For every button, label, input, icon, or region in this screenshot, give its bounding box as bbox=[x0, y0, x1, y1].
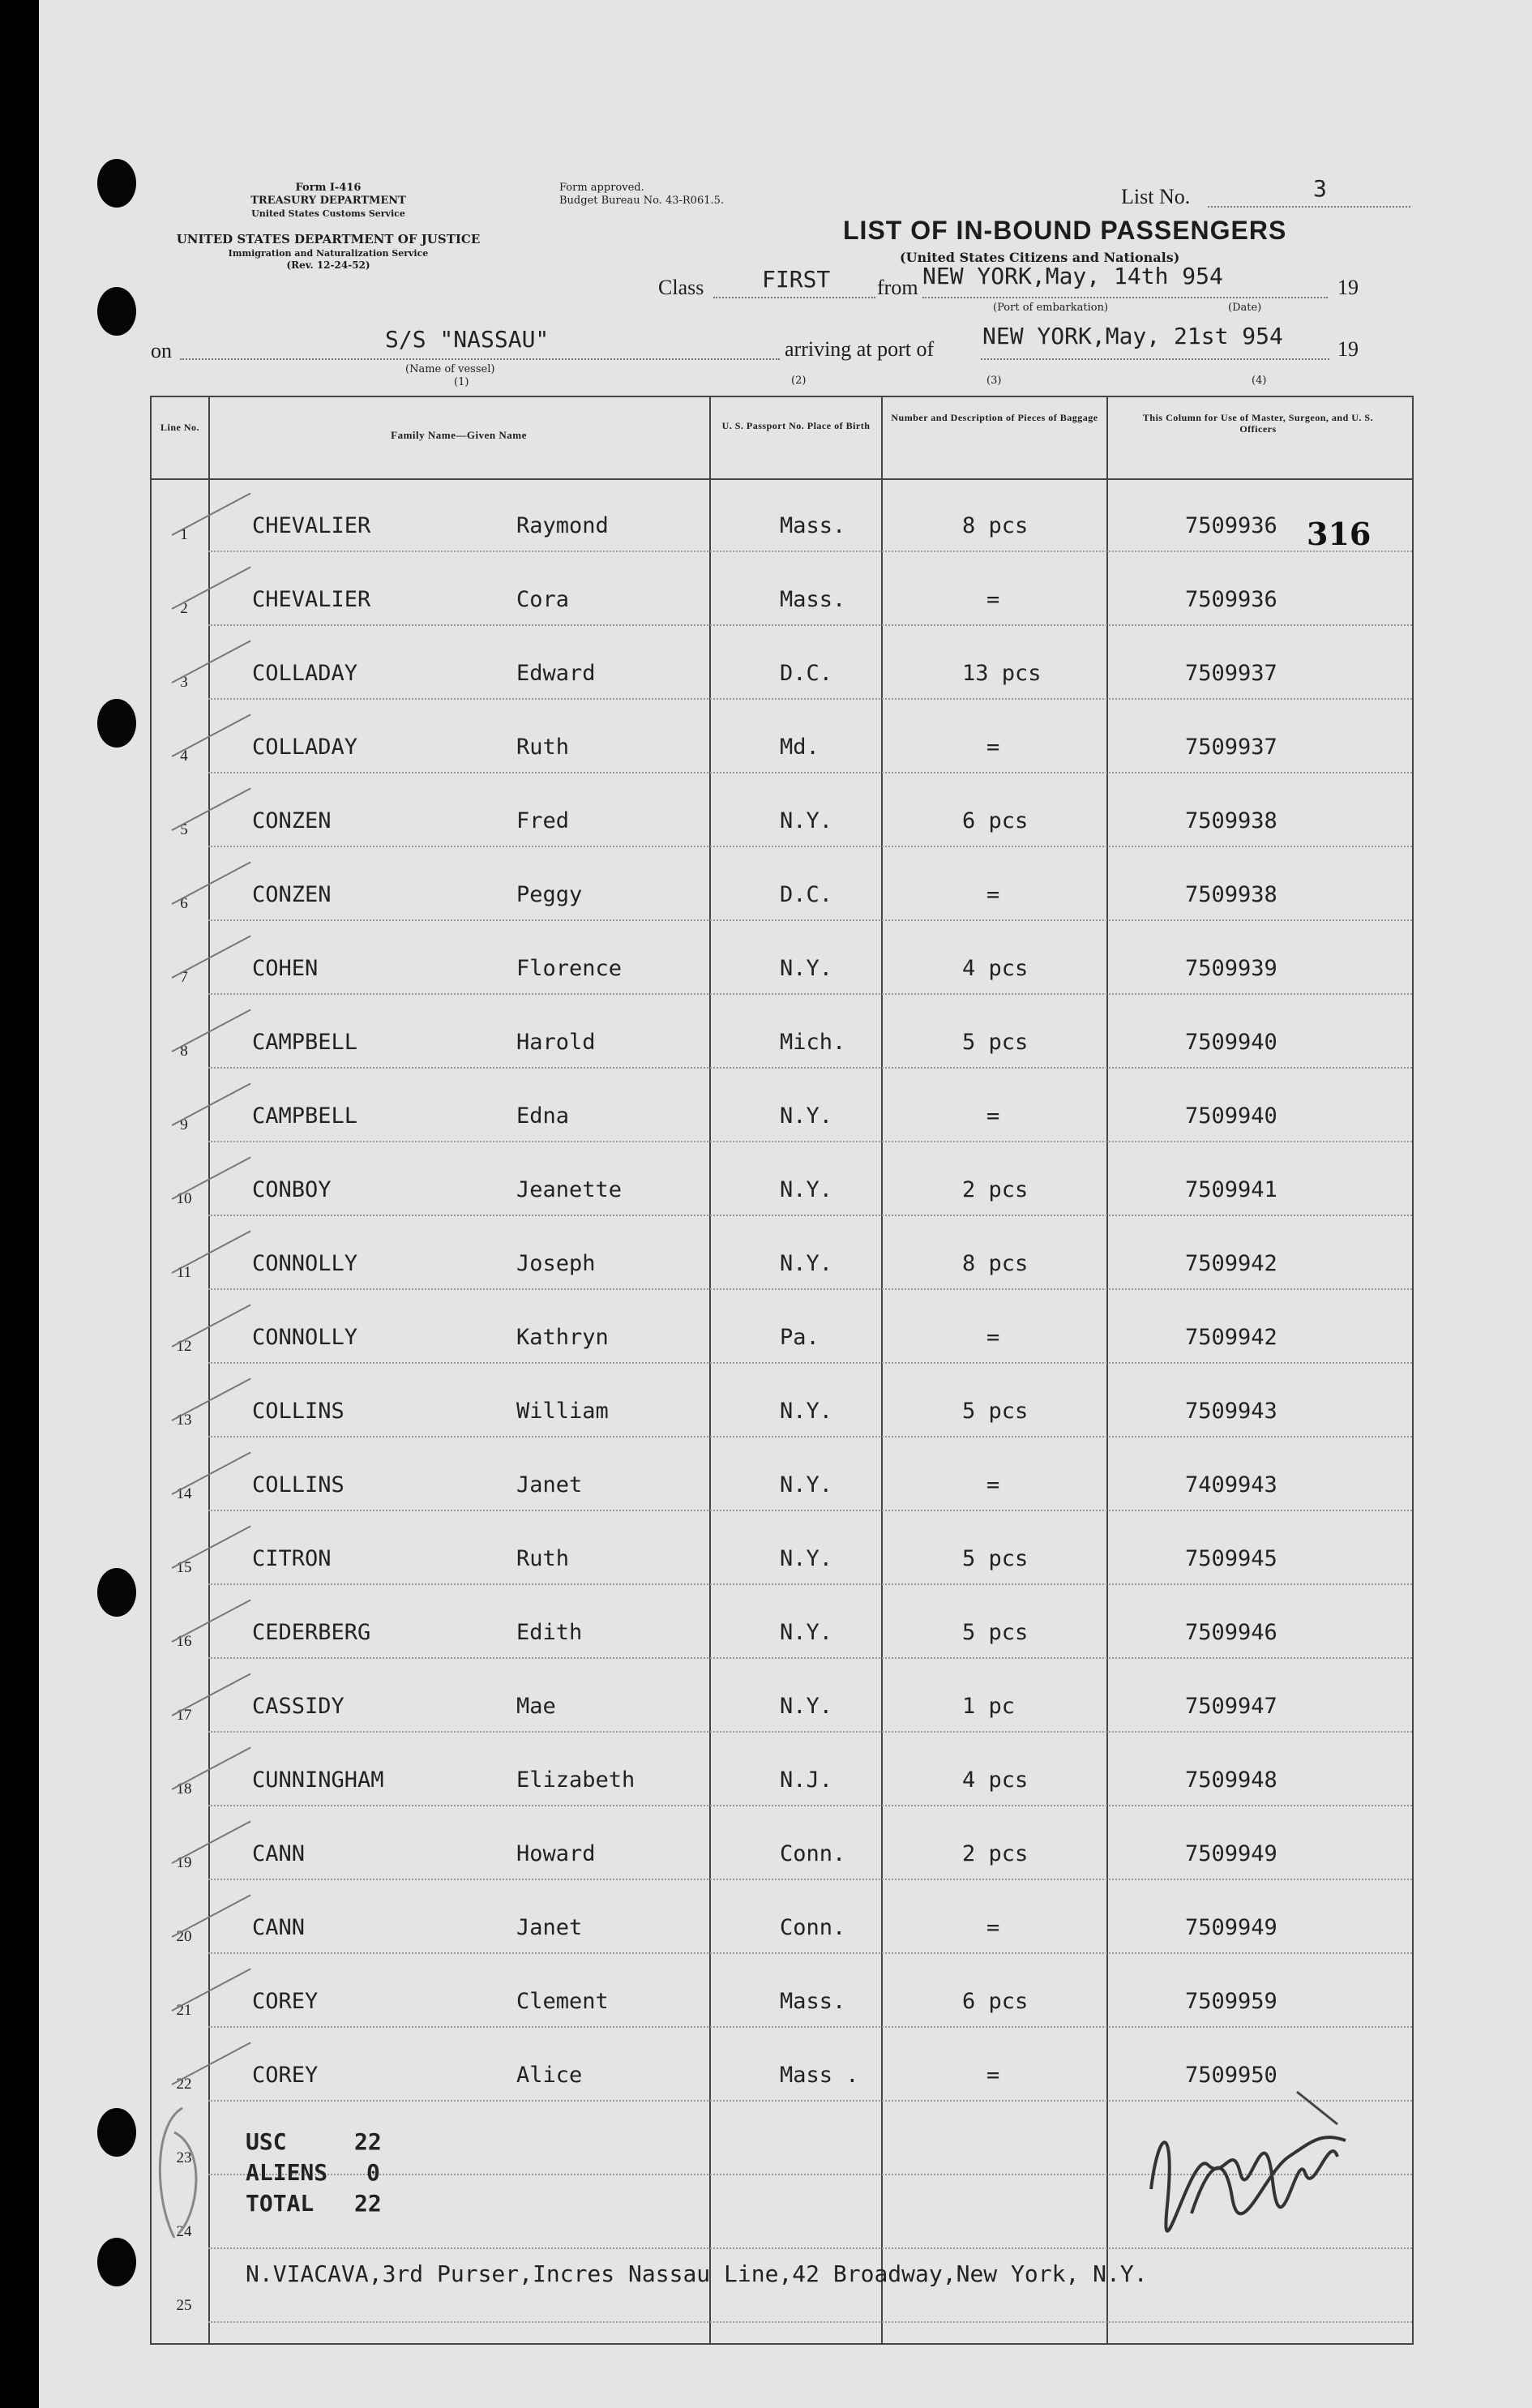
family-name: COHEN bbox=[252, 956, 319, 981]
arrival-line bbox=[981, 358, 1329, 360]
baggage: 5 pcs bbox=[962, 1399, 1029, 1424]
table-row bbox=[152, 1438, 1412, 1511]
passport-number: 7509936 bbox=[1185, 513, 1277, 538]
check-mark bbox=[172, 1894, 251, 1937]
given-name: Florence bbox=[516, 956, 623, 981]
col-header-officers: This Column for Use of Master, Surgeon, and U. S. Officers bbox=[1142, 412, 1374, 435]
table-row bbox=[152, 1069, 1412, 1142]
line-number: 15 bbox=[176, 1559, 192, 1576]
col-num-3: (3) bbox=[986, 375, 1002, 387]
line-number: 19 bbox=[176, 1854, 192, 1871]
passport-number: 7509943 bbox=[1185, 1399, 1277, 1424]
on-label: on bbox=[151, 339, 172, 362]
line-number: 10 bbox=[176, 1190, 192, 1207]
baggage: = bbox=[986, 1472, 1000, 1498]
family-name: COLLADAY bbox=[252, 735, 358, 760]
from-line bbox=[922, 297, 1328, 298]
family-name: CASSIDY bbox=[252, 1694, 344, 1719]
place-of-birth: Mass . bbox=[780, 2063, 859, 2088]
family-name: CONZEN bbox=[252, 882, 332, 907]
budget-number: Budget Bureau No. 43-R061.5. bbox=[559, 195, 725, 207]
col-header-line: Line No. bbox=[160, 422, 199, 433]
family-name: CANN bbox=[252, 1841, 306, 1866]
baggage: = bbox=[986, 587, 1000, 612]
form-approved: Form approved. bbox=[559, 182, 644, 194]
col-header-passport: U. S. Passport No. Place of Birth bbox=[721, 420, 871, 431]
list-no-line bbox=[1208, 206, 1410, 208]
purser-line: N.VIACAVA,3rd Purser,Incres Nassau Line,42 Broadway,New York, N.Y. bbox=[246, 2260, 1148, 2287]
port-embarkation-label: (Port of embarkation) bbox=[993, 302, 1109, 314]
passport-number: 7509946 bbox=[1185, 1620, 1277, 1645]
passport-number: 7509939 bbox=[1185, 956, 1277, 981]
table-row bbox=[152, 1806, 1412, 1880]
baggage: 1 pc bbox=[962, 1694, 1016, 1719]
table-row bbox=[152, 1954, 1412, 2028]
check-mark bbox=[172, 1820, 251, 1863]
table-row bbox=[152, 1659, 1412, 1733]
given-name: Ruth bbox=[516, 735, 570, 760]
table-row bbox=[152, 1216, 1412, 1290]
family-name: CONZEN bbox=[252, 808, 332, 833]
check-mark bbox=[172, 566, 251, 609]
passport-number: 7509947 bbox=[1185, 1694, 1277, 1719]
class-label: Class bbox=[658, 276, 704, 299]
table-row bbox=[152, 552, 1412, 626]
baggage: = bbox=[986, 1915, 1000, 1940]
line-number: 14 bbox=[176, 1485, 192, 1502]
vessel-label: (Name of vessel) bbox=[405, 363, 495, 375]
passport-number: 7509948 bbox=[1185, 1767, 1277, 1793]
family-name: CANN bbox=[252, 1915, 306, 1940]
check-mark bbox=[172, 861, 251, 904]
place-of-birth: N.Y. bbox=[780, 1546, 833, 1571]
given-name: Ruth bbox=[516, 1546, 570, 1571]
justice-dept: UNITED STATES DEPARTMENT OF JUSTICE bbox=[176, 232, 481, 246]
baggage: 6 pcs bbox=[962, 1989, 1029, 2014]
table-row bbox=[152, 921, 1412, 995]
class-line bbox=[713, 297, 875, 298]
customs-service: United States Customs Service bbox=[251, 208, 405, 219]
given-name: Elizabeth bbox=[516, 1767, 635, 1793]
place-of-birth: N.Y. bbox=[780, 1472, 833, 1498]
line-number: 2 bbox=[180, 600, 188, 617]
line-number: 3 bbox=[180, 674, 188, 691]
given-name: Mae bbox=[516, 1694, 556, 1719]
table-row bbox=[152, 1511, 1412, 1585]
passport-number: 7509937 bbox=[1185, 735, 1277, 760]
place-of-birth: N.Y. bbox=[780, 1103, 833, 1129]
table-row bbox=[152, 626, 1412, 700]
col-num-4: (4) bbox=[1252, 375, 1267, 387]
table-row bbox=[152, 1290, 1412, 1364]
row-rule bbox=[208, 2321, 1412, 2323]
baggage: 2 pcs bbox=[962, 1841, 1029, 1866]
family-name: COLLADAY bbox=[252, 661, 358, 686]
place-of-birth: Md. bbox=[780, 735, 819, 760]
given-name: Alice bbox=[516, 2063, 583, 2088]
passport-number: 7509940 bbox=[1185, 1030, 1277, 1055]
baggage: = bbox=[986, 2063, 1000, 2088]
baggage: = bbox=[986, 735, 1000, 760]
passport-number: 7509949 bbox=[1185, 1915, 1277, 1940]
summary-aliens-label: ALIENS bbox=[246, 2159, 328, 2186]
line-number: 7 bbox=[180, 969, 188, 986]
table-row bbox=[152, 700, 1412, 773]
place-of-birth: N.J. bbox=[780, 1767, 833, 1793]
from-value: NEW YORK,May, 14th 954 bbox=[922, 263, 1223, 289]
place-of-birth: N.Y. bbox=[780, 808, 833, 833]
family-name: COLLINS bbox=[252, 1472, 344, 1498]
check-mark bbox=[172, 640, 251, 683]
place-of-birth: N.Y. bbox=[780, 956, 833, 981]
vessel-name: S/S "NASSAU" bbox=[385, 326, 550, 353]
vessel-line bbox=[180, 358, 780, 360]
punch-hole bbox=[97, 287, 136, 336]
check-mark bbox=[172, 2042, 251, 2085]
check-mark bbox=[172, 787, 251, 830]
table-row bbox=[152, 478, 1412, 552]
place-of-birth: N.Y. bbox=[780, 1620, 833, 1645]
table-row bbox=[152, 1880, 1412, 1954]
baggage: 5 pcs bbox=[962, 1620, 1029, 1645]
table-row bbox=[152, 1142, 1412, 1216]
baggage: 6 pcs bbox=[962, 808, 1029, 833]
date-label: (Date) bbox=[1228, 302, 1262, 314]
family-name: CEDERBERG bbox=[252, 1620, 371, 1645]
line-number: 4 bbox=[180, 748, 188, 765]
family-name: CHEVALIER bbox=[252, 587, 371, 612]
place-of-birth: Conn. bbox=[780, 1841, 846, 1866]
line-number: 11 bbox=[176, 1264, 192, 1281]
summary-usc-value: 22 bbox=[354, 2128, 382, 2155]
baggage: = bbox=[986, 1325, 1000, 1350]
page-title: LIST OF IN-BOUND PASSENGERS bbox=[843, 216, 1287, 245]
summary-aliens-value: 0 bbox=[366, 2159, 380, 2186]
check-mark bbox=[172, 1525, 251, 1568]
check-mark bbox=[172, 1304, 251, 1347]
col-num-1: (1) bbox=[454, 376, 469, 388]
passport-number: 7509942 bbox=[1185, 1325, 1277, 1350]
place-of-birth: N.Y. bbox=[780, 1694, 833, 1719]
line-number: 20 bbox=[176, 1928, 192, 1945]
family-name: CITRON bbox=[252, 1546, 332, 1571]
line-number: 21 bbox=[176, 2002, 192, 2019]
given-name: Clement bbox=[516, 1989, 609, 2014]
check-mark bbox=[172, 1156, 251, 1199]
check-mark bbox=[172, 713, 251, 756]
place-of-birth: Conn. bbox=[780, 1915, 846, 1940]
given-name: Edith bbox=[516, 1620, 583, 1645]
check-mark bbox=[172, 1599, 251, 1642]
line-number: 16 bbox=[176, 1633, 192, 1650]
baggage: = bbox=[986, 1103, 1000, 1129]
punch-hole bbox=[97, 159, 136, 208]
baggage: 8 pcs bbox=[962, 513, 1029, 538]
given-name: Raymond bbox=[516, 513, 609, 538]
summary-total-value: 22 bbox=[354, 2190, 382, 2217]
family-name: CHEVALIER bbox=[252, 513, 371, 538]
col-header-name: Family Name—Given Name bbox=[391, 429, 527, 441]
ins-service: Immigration and Naturalization Service bbox=[228, 248, 429, 259]
passport-number: 7509936 bbox=[1185, 587, 1277, 612]
line-number: 18 bbox=[176, 1780, 192, 1797]
line-number: 9 bbox=[180, 1116, 188, 1133]
col-header-baggage: Number and Description of Pieces of Baggage bbox=[891, 412, 1098, 423]
baggage: 4 pcs bbox=[962, 1767, 1029, 1793]
line-number: 8 bbox=[180, 1043, 188, 1060]
family-name: CONBOY bbox=[252, 1177, 332, 1202]
given-name: Cora bbox=[516, 587, 570, 612]
baggage: 5 pcs bbox=[962, 1546, 1029, 1571]
table-row bbox=[152, 995, 1412, 1069]
passport-number: 7509938 bbox=[1185, 882, 1277, 907]
punch-hole bbox=[97, 2108, 136, 2157]
given-name: Jeanette bbox=[516, 1177, 623, 1202]
line-number: 1 bbox=[180, 526, 188, 543]
given-name: Janet bbox=[516, 1472, 583, 1498]
passport-number: 7409943 bbox=[1185, 1472, 1277, 1498]
from-label: from bbox=[877, 276, 918, 299]
given-name: Fred bbox=[516, 808, 570, 833]
revision: (Rev. 12-24-52) bbox=[286, 259, 370, 271]
given-name: Harold bbox=[516, 1030, 596, 1055]
family-name: COLLINS bbox=[252, 1399, 344, 1424]
family-name: CONNOLLY bbox=[252, 1251, 358, 1276]
table-row bbox=[152, 773, 1412, 847]
check-mark bbox=[172, 1746, 251, 1789]
line-number: 12 bbox=[176, 1338, 192, 1355]
place-of-birth: N.Y. bbox=[780, 1251, 833, 1276]
treasury-dept: TREASURY DEPARTMENT bbox=[250, 195, 406, 207]
passport-number: 7509949 bbox=[1185, 1841, 1277, 1866]
line-number: 5 bbox=[180, 821, 188, 838]
baggage: 5 pcs bbox=[962, 1030, 1029, 1055]
place-of-birth: Mass. bbox=[780, 513, 846, 538]
list-no-value: 3 bbox=[1313, 175, 1327, 202]
page-subtitle: (United States Citizens and Nationals) bbox=[900, 250, 1180, 265]
line-number: 6 bbox=[180, 895, 188, 912]
given-name: Joseph bbox=[516, 1251, 596, 1276]
check-mark bbox=[172, 1378, 251, 1420]
family-name: CONNOLLY bbox=[252, 1325, 358, 1350]
check-mark bbox=[172, 492, 251, 535]
place-of-birth: Mass. bbox=[780, 587, 846, 612]
check-mark bbox=[172, 1451, 251, 1494]
check-mark bbox=[172, 1009, 251, 1052]
place-of-birth: D.C. bbox=[780, 661, 833, 686]
check-mark bbox=[172, 1673, 251, 1716]
baggage: 8 pcs bbox=[962, 1251, 1029, 1276]
list-no-label: List No. bbox=[1121, 185, 1191, 208]
summary-usc-label: USC bbox=[246, 2128, 287, 2155]
given-name: Edward bbox=[516, 661, 596, 686]
punch-hole bbox=[97, 699, 136, 748]
table-row bbox=[152, 1364, 1412, 1438]
passport-number: 7509937 bbox=[1185, 661, 1277, 686]
line-number: 17 bbox=[176, 1707, 192, 1724]
given-name: Janet bbox=[516, 1915, 583, 1940]
table-row bbox=[152, 1585, 1412, 1659]
passport-number: 7509941 bbox=[1185, 1177, 1277, 1202]
arriving-label: arriving at port of bbox=[785, 337, 935, 361]
table-row bbox=[152, 1733, 1412, 1806]
passport-number: 7509938 bbox=[1185, 808, 1277, 833]
summary-total-label: TOTAL bbox=[246, 2190, 315, 2217]
officer-signature bbox=[1135, 2076, 1394, 2254]
check-mark bbox=[172, 935, 251, 978]
check-mark bbox=[172, 1082, 251, 1125]
from-year: 19 bbox=[1337, 276, 1359, 299]
family-name: COREY bbox=[252, 2063, 319, 2088]
family-name: COREY bbox=[252, 1989, 319, 2014]
given-name: William bbox=[516, 1399, 609, 1424]
col-num-2: (2) bbox=[791, 375, 807, 387]
passport-number: 7509945 bbox=[1185, 1546, 1277, 1571]
given-name: Howard bbox=[516, 1841, 596, 1866]
place-of-birth: N.Y. bbox=[780, 1399, 833, 1424]
passport-number: 7509959 bbox=[1185, 1989, 1277, 2014]
class-value: FIRST bbox=[762, 266, 831, 293]
line-number: 24 bbox=[176, 2223, 192, 2240]
stamp-316: 316 bbox=[1307, 516, 1372, 552]
given-name: Kathryn bbox=[516, 1325, 609, 1350]
arrival-year: 19 bbox=[1337, 337, 1359, 361]
place-of-birth: D.C. bbox=[780, 882, 833, 907]
check-mark bbox=[172, 1230, 251, 1273]
place-of-birth: Pa. bbox=[780, 1325, 819, 1350]
check-mark bbox=[172, 1968, 251, 2011]
passport-number: 7509942 bbox=[1185, 1251, 1277, 1276]
place-of-birth: Mich. bbox=[780, 1030, 846, 1055]
pencil-mark bbox=[150, 2100, 215, 2246]
table-row bbox=[152, 847, 1412, 921]
family-name: CUNNINGHAM bbox=[252, 1767, 384, 1793]
line-number: 22 bbox=[176, 2076, 192, 2093]
place-of-birth: Mass. bbox=[780, 1989, 846, 2014]
form-number: Form I-416 bbox=[295, 182, 362, 194]
arrival-value: NEW YORK,May, 21st 954 bbox=[982, 323, 1283, 349]
given-name: Edna bbox=[516, 1103, 570, 1129]
baggage: 4 pcs bbox=[962, 956, 1029, 981]
passport-number: 7509950 bbox=[1185, 2063, 1277, 2088]
family-name: CAMPBELL bbox=[252, 1030, 358, 1055]
baggage: = bbox=[986, 882, 1000, 907]
baggage: 2 pcs bbox=[962, 1177, 1029, 1202]
passenger-table bbox=[150, 396, 1414, 2345]
family-name: CAMPBELL bbox=[252, 1103, 358, 1129]
punch-hole bbox=[97, 2238, 136, 2286]
passport-number: 7509940 bbox=[1185, 1103, 1277, 1129]
line-number: 13 bbox=[176, 1412, 192, 1429]
punch-hole bbox=[97, 1568, 136, 1617]
place-of-birth: N.Y. bbox=[780, 1177, 833, 1202]
line-number: 23 bbox=[176, 2149, 192, 2166]
line-number: 25 bbox=[176, 2297, 192, 2314]
given-name: Peggy bbox=[516, 882, 583, 907]
baggage: 13 pcs bbox=[962, 661, 1042, 686]
